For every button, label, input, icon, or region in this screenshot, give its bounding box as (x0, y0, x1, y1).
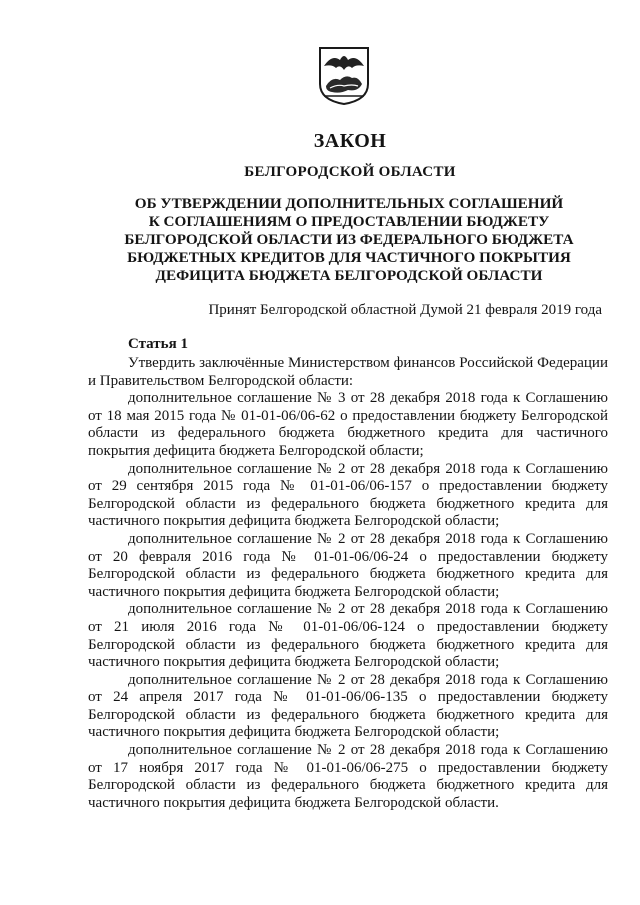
article-body (88, 355, 608, 812)
subject-line: ОБ УТВЕРЖДЕНИИ ДОПОЛНИТЕЛЬНЫХ СОГЛАШЕНИЙ (134, 195, 564, 212)
region-title: БЕЛГОРОДСКОЙ ОБЛАСТИ (244, 164, 456, 180)
agreement-paragraph: дополнительное соглашение № 2 от 28 декабря 2018 года к Соглашению от 20 февраля 2016 года № 01-01-06/06-24 о предоставлении бюджету Белгородской области из федерального бюджета бюджетного кредита для частичного покрытия дефицита бюджета Белгородской области; (88, 530, 608, 600)
article-heading: Статья 1 (128, 336, 188, 352)
adoption-note: Принят Белгородской областной Думой 21 февраля 2019 года (208, 302, 602, 318)
subject-line: БЮДЖЕТНЫХ КРЕДИТОВ ДЛЯ ЧАСТИЧНОГО ПОКРЫТИЯ (127, 249, 571, 266)
law-title: ЗАКОН (313, 130, 387, 152)
agreement-paragraph: дополнительное соглашение № 2 от 28 декабря 2018 года к Соглашению от 21 июля 2016 года № 01-01-06/06-124 о предоставлении бюджету Белгородской области из федерального бюджета бюджетного кредита для частичного покрытия дефицита бюджета Белгородской области; (88, 601, 608, 671)
law-subject (96, 195, 602, 285)
agreement-paragraph: дополнительное соглашение № 2 от 28 декабря 2018 года к Соглашению от 29 сентября 2015 года № 01-01-06/06-157 о предоставлении бюджету Белгородской области из федерального бюджета бюджетного кредита для частичного покрытия дефицита бюджета Белгородской области; (88, 460, 608, 530)
agreement-paragraph: дополнительное соглашение № 2 от 28 декабря 2018 года к Соглашению от 24 апреля 2017 года № 01-01-06/06-135 о предоставлении бюджету Белгородской области из федерального бюджета бюджетного кредита для частичного покрытия дефицита бюджета Белгородской области; (88, 671, 608, 741)
coat-of-arms-icon (318, 46, 370, 106)
agreement-paragraph: дополнительное соглашение № 2 от 28 декабря 2018 года к Соглашению от 17 ноября 2017 года № 01-01-06/06-275 о предоставлении бюджету Белгородской области из федерального бюджета бюджетного кредита для частичного покрытия дефицита бюджета Белгородской области. (88, 742, 608, 811)
article-intro: Утвердить заключённые Министерством финансов Российской Федерации и Правительством Белгородской области: (88, 355, 608, 389)
subject-line: БЕЛГОРОДСКОЙ ОБЛАСТИ ИЗ ФЕДЕРАЛЬНОГО БЮДЖЕТА (124, 231, 574, 248)
subject-line: ДЕФИЦИТА БЮДЖЕТА БЕЛГОРОДСКОЙ ОБЛАСТИ (155, 267, 543, 284)
agreement-paragraph: дополнительное соглашение № 3 от 28 декабря 2018 года к Соглашению от 18 мая 2015 года № 01-01-06/06-62 о предоставлении бюджету Белгородской области из федерального бюджета бюджетного кредита для частичного покрытия дефицита бюджета Белгородской области; (88, 390, 608, 459)
subject-line: К СОГЛАШЕНИЯМ О ПРЕДОСТАВЛЕНИИ БЮДЖЕТУ (148, 213, 550, 230)
